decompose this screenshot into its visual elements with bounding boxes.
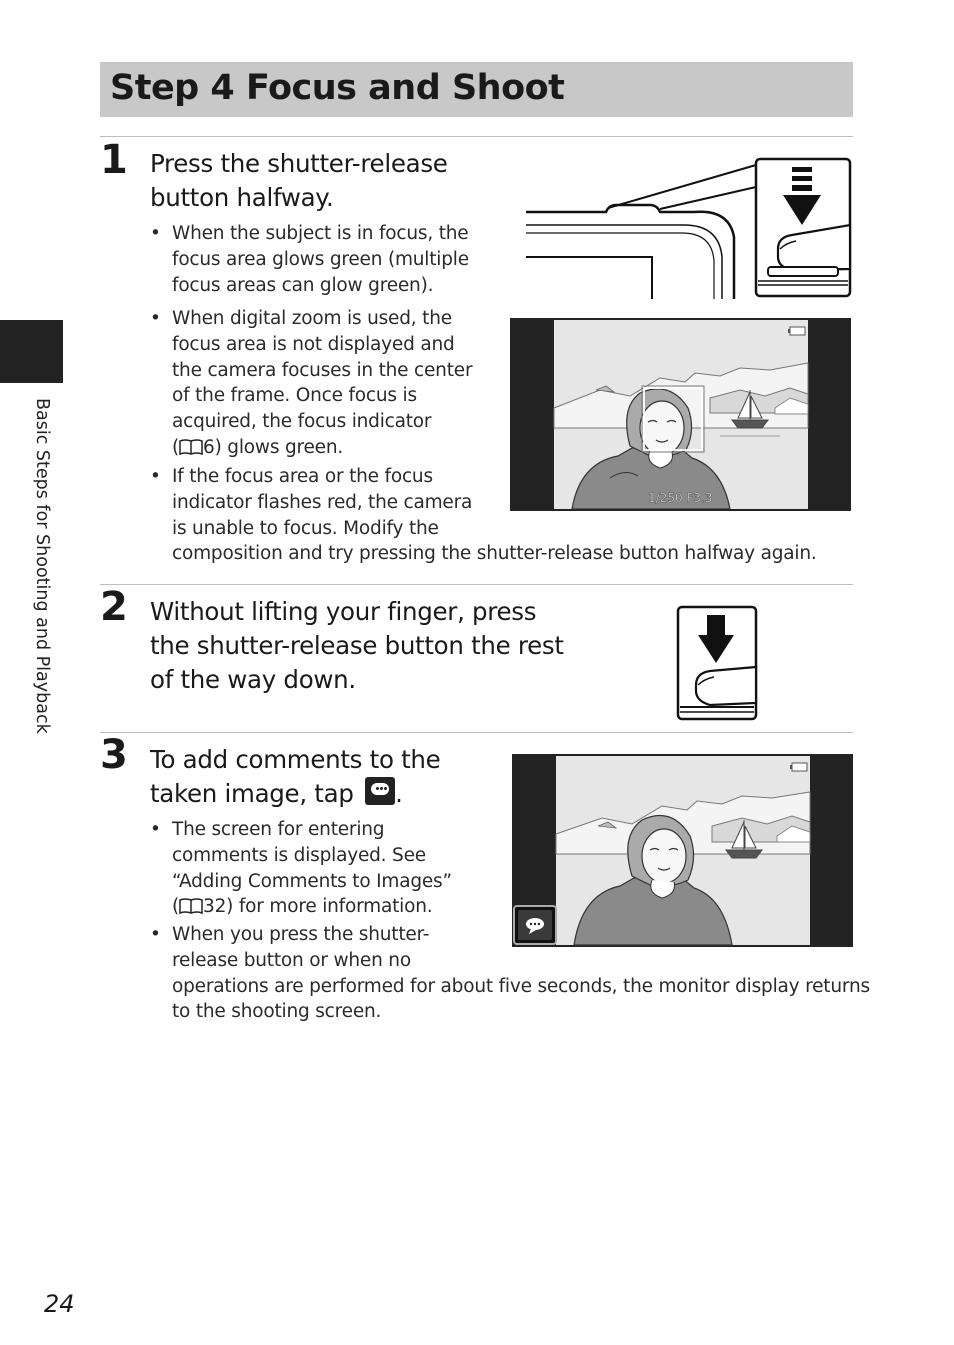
book-reference-icon [179, 439, 203, 455]
shutter-press-full-illustration [676, 605, 758, 722]
divider [100, 732, 853, 733]
divider [100, 584, 853, 585]
step-2-number: 2 [100, 584, 128, 630]
chapter-side-label: Basic Steps for Shooting and Playback [32, 398, 52, 734]
focus-screen-illustration [510, 318, 851, 511]
step-1-heading: Press the shutter-release button halfway. [150, 149, 448, 212]
step-1-bullet-2: • When digital zoom is used, the focus area is not displayed and the camera focuses in the center of the frame. Once focus is acquired, the focus indicator ( 6) glows green. [150, 308, 473, 458]
divider [100, 136, 853, 137]
step-1-bullet-3: • If the focus area or the focus indicator flashes red, the camera is unable to focus. Modify the composition and try pressing the shutter-release button halfway again. [150, 466, 817, 565]
speech-bubble-icon [365, 777, 395, 805]
book-reference-icon [179, 898, 203, 914]
comment-button [514, 906, 556, 944]
chapter-tab [0, 320, 63, 383]
exposure-readout: 1/250 F3.3 [648, 491, 713, 505]
step-3-bullet-2: • When you press the shutter- release button or when no operations are performed for about five seconds, the monitor display returns to the shooting screen. [150, 924, 870, 1023]
step-3-number: 3 [100, 732, 128, 778]
step-1-number: 1 [100, 137, 128, 183]
step-3-bullet-1: • The screen for entering comments is displayed. See “Adding Comments to Images” ( 32) for more information. [150, 819, 452, 918]
camera-top-illustration [524, 157, 854, 302]
battery-icon [788, 327, 805, 335]
step-2-heading: Without lifting your finger, press the shutter-release button the rest of the way down. [150, 597, 564, 694]
comment-screen-illustration [512, 754, 853, 947]
battery-icon [790, 763, 807, 771]
page-title: Step 4 Focus and Shoot [110, 68, 565, 108]
step-3-heading: To add comments to the taken image, tap . [150, 745, 441, 808]
page-number: 24 [44, 1290, 75, 1318]
step-1-bullet-1: • When the subject is in focus, the focus area glows green (multiple focus areas can glow green). [150, 223, 469, 296]
